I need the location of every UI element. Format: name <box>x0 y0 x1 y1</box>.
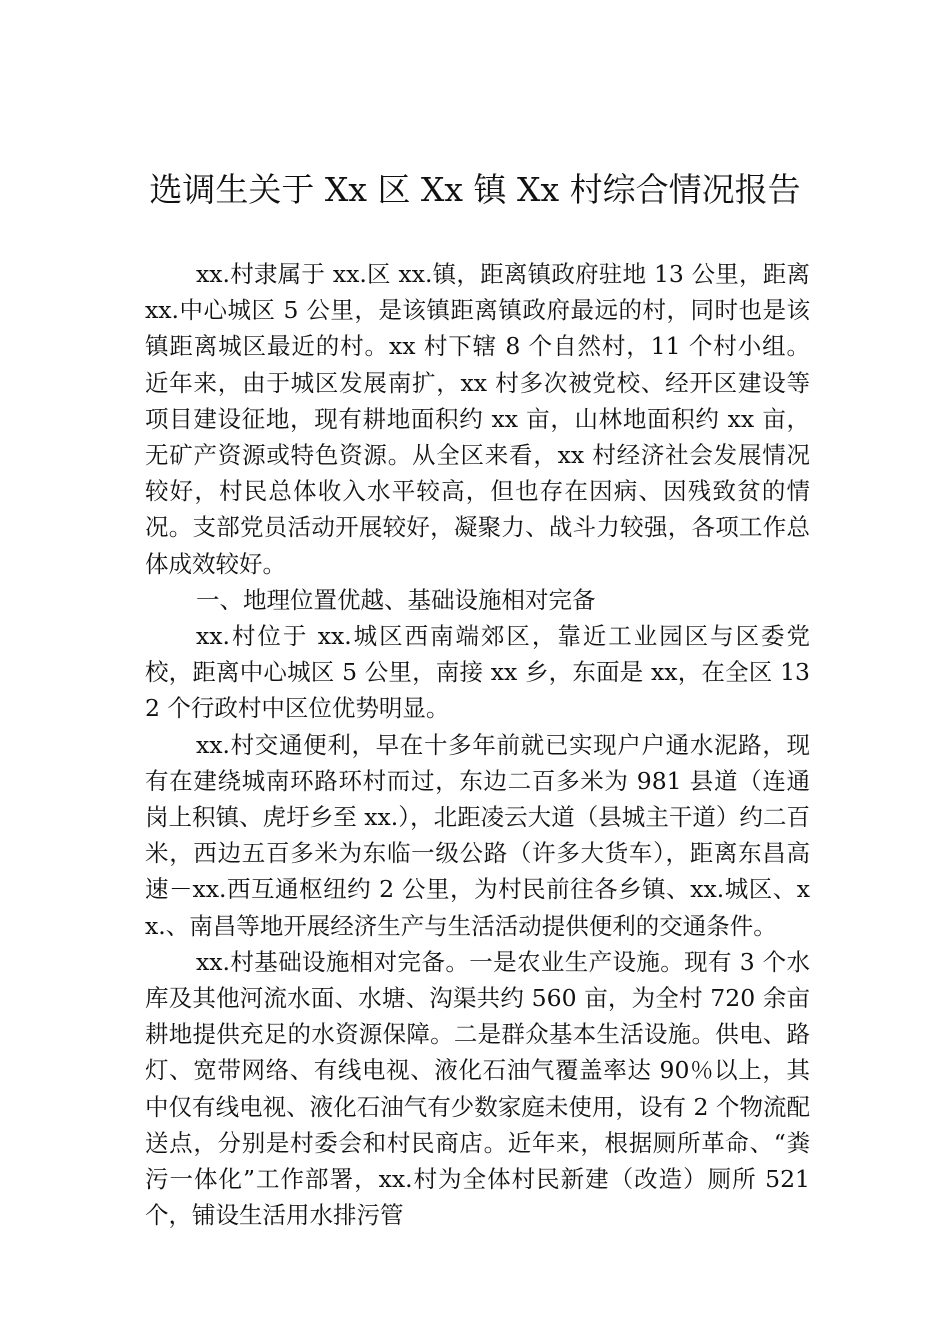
paragraph-village-overview: xx.村隶属于 xx.区 xx.镇，距离镇政府驻地 13 公里，距离 xx.中心城区 5 公里，是该镇距离镇政府最远的村，同时也是该镇距离城区最近的村。xx 村下辖 8 个自然村，11 个村小组。近年来，由于城区发展南扩，xx 村多次被党校、经开区建设等项目建设征地，现有耕地面积约 xx 亩，山林地面积约 xx 亩，无矿产资源或特色资源。从全区来看，xx 村经济社会发展情况较好，村民总体收入水平较高，但也存在因病、因残致贫的情况。支部党员活动开展较好，凝聚力、战斗力较强，各项工作总体成效较好。 <box>145 260 810 578</box>
section-heading-location: 一、地理位置优越、基础设施相对完备 <box>196 585 596 614</box>
paragraph-infrastructure: xx.村基础设施相对完备。一是农业生产设施。现有 3 个水库及其他河流水面、水塘、沟渠共约 560 亩，为全村 720 余亩耕地提供充足的水资源保障。二是群众基本生活设施。供电、路灯、宽带网络、有线电视、液化石油气覆盖率达 90％以上，其中仅有线电视、液化石油气有少数家庭未使用，设有 2 个物流配送点，分别是村委会和村民商店。近年来，根据厕所革命、“粪污一体化”工作部署，xx.村为全体村民新建（改造）厕所 521 个，铺设生活用水排污管 <box>145 947 810 1230</box>
paragraph-transport: xx.村交通便利，早在十多年前就已实现户户通水泥路，现有在建绕城南环路环村而过，东边二百多米为 981 县道（连通岗上积镇、虎圩乡至 xx.），北距凌云大道（县城主干道）约二百米，西边五百多米为东临一级公路（许多大货车），距离东昌高速－xx.西互通枢纽约 2 公里，为村民前往各乡镇、xx.城区、xx.、南昌等地开展经济生产与生活活动提供便利的交通条件。 <box>145 730 810 940</box>
document-body <box>145 256 810 1233</box>
document-title: 选调生关于 Xx 区 Xx 镇 Xx 村综合情况报告 <box>149 170 801 209</box>
paragraph-location: xx.村位于 xx.城区西南端郊区，靠近工业园区与区委党校，距离中心城区 5 公里，南接 xx 乡，东面是 xx，在全区 132 个行政村中区位优势明显。 <box>145 622 810 723</box>
